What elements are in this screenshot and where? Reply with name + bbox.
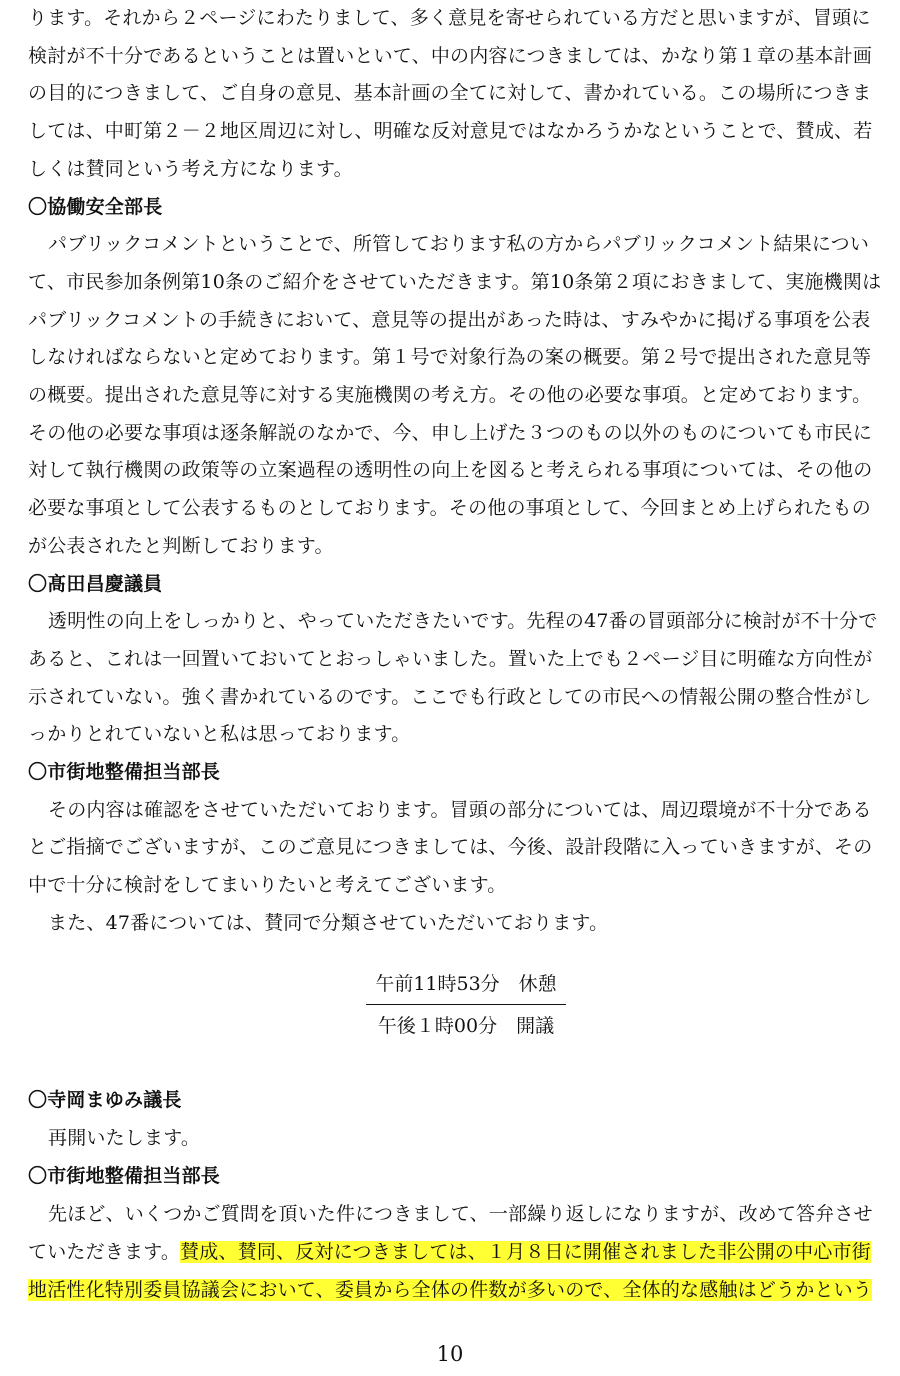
- highlighted-text: 賛成、賛同、反対につきましては、１月８日に開催されました非公開の中心市街: [180, 1241, 871, 1263]
- highlighted-text: 地活性化特別委員協議会において、委員から全体の件数が多いので、全体的な感触はどうかという: [28, 1279, 873, 1301]
- paragraph-line: ります。それから２ページにわたりまして、多く意見を寄せられている方だと思いますが、冒頭に: [28, 7, 871, 29]
- paragraph-line: 先ほど、いくつかご質問を頂いた件につきまして、一部繰り返しになりますが、改めて答弁させ: [48, 1203, 873, 1225]
- speaker-heading: 〇市街地整備担当部長: [28, 1165, 221, 1187]
- paragraph-line: [28, 1234, 894, 1270]
- paragraph-line: しては、中町第２－２地区周辺に対し、明確な反対意見ではなかろうかなということで、賛成、若: [28, 120, 873, 143]
- paragraph-line: 対して執行機関の政策等の立案過程の透明性の向上を図ると考えられる事項については、その他の: [28, 459, 873, 482]
- paragraph-line: あると、これは一回置いておいてとおっしゃいました。置いた上でも２ページ目に明確な方向性が: [28, 647, 873, 670]
- session-resume: 午後１時00分 開議: [377, 1015, 555, 1037]
- speaker-heading: 〇市街地整備担当部長: [28, 761, 221, 783]
- line-text: ていただきます。: [28, 1241, 181, 1263]
- paragraph-line: 中で十分に検討をしてまいりたいと考えてございます。: [28, 874, 507, 897]
- paragraph-line: とご指摘でございますが、このご意見につきましては、今後、設計段階に入っていきますが、その: [28, 836, 873, 859]
- paragraph-line: が公表されたと判断しております。: [28, 534, 334, 557]
- paragraph-line: しなければならないと定めております。第１号で対象行為の案の概要。第２号で提出された意見等: [28, 346, 872, 369]
- page-number: 10: [436, 1342, 464, 1366]
- paragraph-line: 必要な事項として公表するものとしております。その他の事項として、今回まとめ上げられたもの: [28, 497, 871, 520]
- paragraph-line: 再開いたします。: [48, 1127, 201, 1149]
- paragraph-line: また、47番については、賛同で分類させていただいております。: [48, 911, 609, 934]
- paragraph-line: の目的につきまして、ご自身の意見、基本計画の全てに対して、書かれている。この場所につきま: [28, 82, 872, 105]
- paragraph-line: その内容は確認をさせていただいております。冒頭の部分については、周辺環境が不十分である: [48, 798, 872, 821]
- paragraph-line: の概要。提出された意見等に対する実施機関の考え方。その他の必要な事項。と定めております。: [28, 384, 872, 406]
- paragraph-line: 示されていない。強く書かれているのです。ここでも行政としての市民への情報公開の整合性がし: [28, 685, 872, 708]
- paragraph-line: しくは賛同という考え方になります。: [28, 157, 353, 180]
- paragraph-line: パブリックコメントの手続きにおいて、意見等の提出があった時は、すみやかに掲げる事項を公表: [28, 308, 871, 331]
- paragraph-line: て、市民参加条例第10条のご紹介をさせていただきます。第10条第２項におきまして、実施機関は: [28, 270, 882, 293]
- paragraph-line: 透明性の向上をしっかりと、やっていただきたいです。先程の47番の冒頭部分に検討が不十分で: [48, 610, 878, 633]
- paragraph-line: [28, 1272, 894, 1308]
- paragraph-line: その他の必要な事項は逐条解説のなかで、今、申し上げた３つのもの以外のものについても市民に: [28, 421, 873, 444]
- recess-divider: [366, 1004, 566, 1005]
- speaker-heading: 〇髙田昌慶議員: [28, 572, 163, 595]
- recess-start: 午前11時53分 休憩: [375, 973, 557, 995]
- paragraph-line: っかりとれていないと私は思っております。: [28, 723, 411, 746]
- paragraph-line: 検討が不十分であるということは置いといて、中の内容につきましては、かなり第１章の基本計画: [28, 44, 873, 67]
- speaker-heading: 〇協働安全部長: [28, 195, 163, 218]
- speaker-heading: 〇寺岡まゆみ議長: [28, 1089, 182, 1111]
- paragraph-line: パブリックコメントということで、所管しております私の方からパブリックコメント結果につい: [48, 233, 870, 256]
